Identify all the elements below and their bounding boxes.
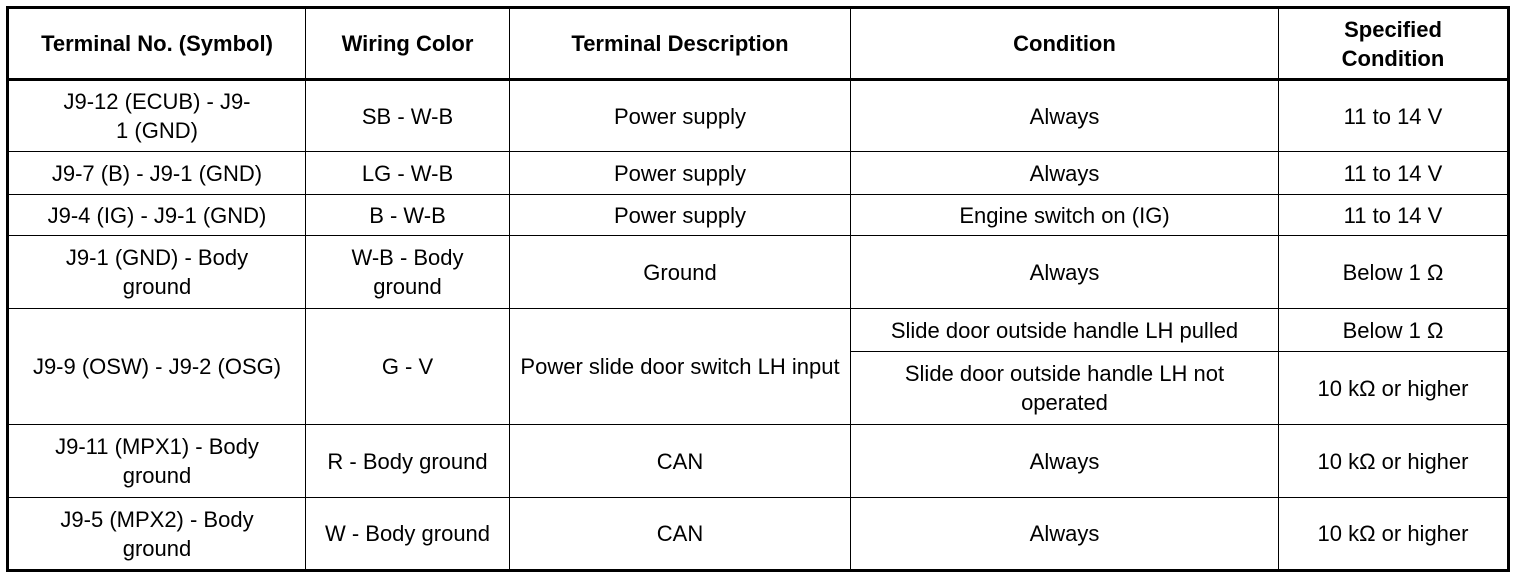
header-row [8,8,1509,80]
condition-cell: Always [851,498,1279,571]
terminal-cell: J9-4 (IG) - J9-1 (GND) [8,195,306,236]
terminal-cell: J9-5 (MPX2) - Body ground [8,498,306,571]
description-cell: Power supply [510,80,851,152]
description-cell: CAN [510,498,851,571]
table-row [8,80,1509,152]
terminal-cell: J9-12 (ECUB) - J9-1 (GND) [8,80,306,152]
wiring-cell: W - Body ground [306,498,510,571]
condition-cell: Always [851,236,1279,309]
table-row [8,309,1509,352]
table-row [8,236,1509,309]
table-row [8,498,1509,571]
terminal-cell: J9-7 (B) - J9-1 (GND) [8,152,306,195]
spec-cell: 11 to 14 V [1279,195,1509,236]
wiring-cell: SB - W-B [306,80,510,152]
condition-cell: Slide door outside handle LH not operated [851,352,1279,425]
terminal-cell: J9-11 (MPX1) - Body ground [8,425,306,498]
wiring-cell: W-B - Body ground [306,236,510,309]
header-condition: Condition [851,8,1279,80]
wiring-cell: LG - W-B [306,152,510,195]
header-terminal: Terminal No. (Symbol) [8,8,306,80]
spec-cell: 10 kΩ or higher [1279,498,1509,571]
description-cell: Power supply [510,195,851,236]
spec-cell: Below 1 Ω [1279,236,1509,309]
terminal-spec-table [6,6,1510,572]
condition-cell: Always [851,425,1279,498]
table-row [8,152,1509,195]
spec-cell: Below 1 Ω [1279,309,1509,352]
description-cell: Power supply [510,152,851,195]
wiring-cell: B - W-B [306,195,510,236]
condition-cell: Engine switch on (IG) [851,195,1279,236]
condition-cell: Always [851,80,1279,152]
terminal-cell: J9-9 (OSW) - J9-2 (OSG) [8,309,306,425]
spec-cell: 11 to 14 V [1279,152,1509,195]
wiring-cell: G - V [306,309,510,425]
spec-cell: 10 kΩ or higher [1279,352,1509,425]
condition-cell: Always [851,152,1279,195]
description-cell: Ground [510,236,851,309]
wiring-cell: R - Body ground [306,425,510,498]
table-row [8,425,1509,498]
description-cell: Power slide door switch LH input [510,309,851,425]
description-cell: CAN [510,425,851,498]
spec-cell: 11 to 14 V [1279,80,1509,152]
condition-cell: Slide door outside handle LH pulled [851,309,1279,352]
header-wiring-color: Wiring Color [306,8,510,80]
table-row [8,195,1509,236]
spec-cell: 10 kΩ or higher [1279,425,1509,498]
header-specified-condition: Specified Condition [1279,8,1509,80]
terminal-cell: J9-1 (GND) - Body ground [8,236,306,309]
header-terminal-description: Terminal Description [510,8,851,80]
